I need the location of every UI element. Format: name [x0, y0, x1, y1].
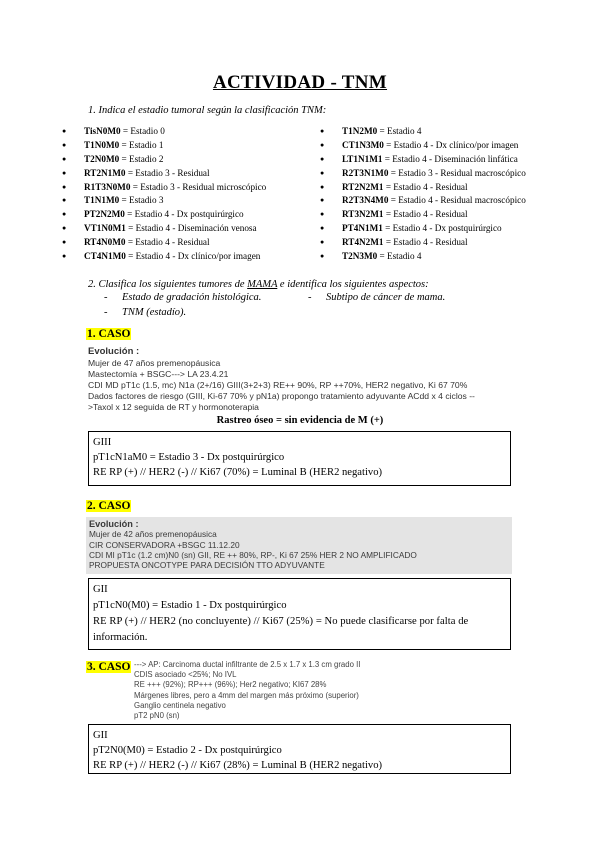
case-2-scan: Evolución : Mujer de 42 años premenopáusica CIR CONSERVADORA +BSGC 11.12.20 CDI MI pT1c (1.2 cm)N0 (sn) GII, RE ++ 80%, RP-, Ki 67 25% HER 2 NO AMPLIFICADO PROPUESTA ONCOTYPE PARA DECISIÓN TTO ADYUVANTE: [86, 517, 512, 574]
case-2-answer: GII pT1cN0(M0) = Estadio 1 - Dx postquirúrgico RE RP (+) // HER2 (no concluyente) // Ki67 (25%) = No puede clasificarse por falta de información.: [88, 578, 511, 650]
tnm-list-right: [342, 126, 526, 265]
tnm-list-left: [84, 126, 266, 265]
case-3-heading: 3. CASO: [87, 661, 131, 673]
case-1-answer: GIII pT1cN1aM0 = Estadio 3 - Dx postquirúrgico RE RP (+) // HER2 (-) // Ki67 (70%) = Luminal B (HER2 negativo): [88, 431, 511, 486]
list-item: ● PT4N1M1 = Estadio 4 - Dx postquirúrgico: [342, 223, 526, 237]
case-2-heading: 2. CASO: [87, 500, 131, 512]
list-item: ● RT2N2M1 = Estadio 4 - Residual: [342, 182, 526, 196]
aspect-item: Subtipo de cáncer de mama.: [326, 292, 446, 303]
list-item: ● TisN0M0 = Estadio 0: [84, 126, 266, 140]
case-3-scan: ---> AP: Carcinoma ductal infiltrante de 2.5 x 1.7 x 1.3 cm grado II CDIS asociado <25%; No IVL RE +++ (92%); RP+++ (96%); Her2 negativo; KI67 28% Márgenes libres, pero a 4mm del margen más próximo (superior) Ganglio centinela negativo pT2 pN0 (sn): [134, 660, 361, 721]
list-item: ● T2N0M0 = Estadio 2: [84, 154, 266, 168]
list-item: ● T1N1M0 = Estadio 3: [84, 195, 266, 209]
list-item: ● PT2N2M0 = Estadio 4 - Dx postquirúrgico: [84, 209, 266, 223]
list-item: ● T2N3M0 = Estadio 4: [342, 251, 526, 265]
list-item: ● R2T3N1M0 = Estadio 3 - Residual macroscópico: [342, 168, 526, 182]
list-item: ● R2T3N4M0 = Estadio 4 - Residual macroscópico: [342, 195, 526, 209]
list-item: ● CT4N1M0 = Estadio 4 - Dx clínico/por imagen: [84, 251, 266, 265]
case-1-heading: 1. CASO: [87, 328, 131, 340]
list-item: ● T1N0M0 = Estadio 1: [84, 140, 266, 154]
list-item: ● R1T3N0M0 = Estadio 3 - Residual microscópico: [84, 182, 266, 196]
aspect-item: TNM (estadío).: [122, 306, 187, 318]
list-item: ● RT4N0M0 = Estadio 4 - Residual: [84, 237, 266, 251]
list-item: ● RT3N2M1 = Estadio 4 - Residual: [342, 209, 526, 223]
list-item: ● RT4N2M1 = Estadio 4 - Residual: [342, 237, 526, 251]
case-3-answer: GII pT2N0(M0) = Estadio 2 - Dx postquirúrgico RE RP (+) // HER2 (-) // Ki67 (28%) = Luminal B (HER2 negativo): [88, 724, 511, 774]
list-item: ● VT1N0M1 = Estadio 4 - Diseminación venosa: [84, 223, 266, 237]
list-item: ● CT1N3M0 = Estadio 4 - Dx clínico/por imagen: [342, 140, 526, 154]
list-item: ● T1N2M0 = Estadio 4: [342, 126, 526, 140]
question-2-aspects: - Estado de gradación histológica. - Subtipo de cáncer de mama. - TNM (estadío).: [104, 292, 446, 318]
list-item: ● RT2N1M0 = Estadio 3 - Residual: [84, 168, 266, 182]
question-2: 2. Clasifica los siguientes tumores de MAMA e identifica los siguientes aspectos:: [88, 279, 429, 290]
list-item: ● LT1N1M1 = Estadio 4 - Diseminación linfática: [342, 154, 526, 168]
question-1: 1. Indica el estadio tumoral según la clasificación TNM:: [88, 105, 327, 116]
case-1-scan: Evolución : Mujer de 47 años premenopáusica Mastectomía + BSGC---> LA 23.4.21 CDI MD pT1c (1.5, mc) N1a (2+/16) GIII(3+2+3) RE++ 90%, RP ++70%, HER2 negativo, Ki 67 70% Dados factores de riesgo (GIII, Ki-67 70% y pN1a) propongo tratamiento adyuvante ACdd x 4 ciclos -- >Taxol x 12 seguida de RT y hormonoterapia: [88, 346, 475, 412]
aspect-item: Estado de gradación histológica.: [122, 292, 262, 303]
rastreo-note: Rastreo óseo = sin evidencia de M (+): [216, 415, 384, 426]
page-title: ACTIVIDAD - TNM: [212, 72, 388, 93]
